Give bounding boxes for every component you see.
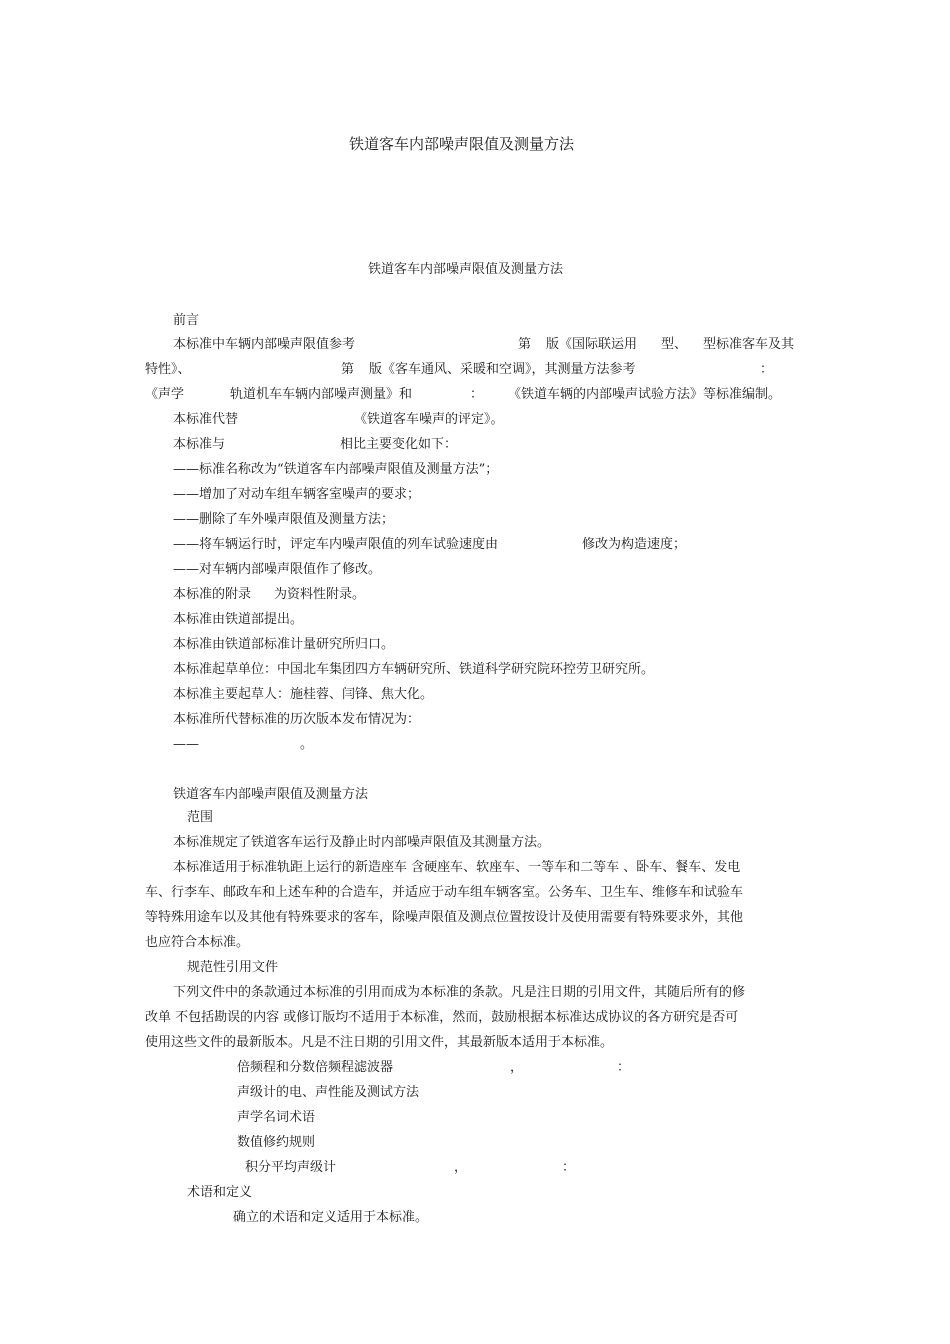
changes-intro-b: 相比主要变化如下： xyxy=(340,437,458,452)
ref-item-5-colon: ： xyxy=(562,1160,576,1175)
annex-a: 本标准的附录 xyxy=(173,587,252,602)
history-end: 。 xyxy=(300,737,314,752)
centralized-by: 本标准由铁道部标准计量研究所归口。 xyxy=(173,637,395,652)
ref-item-4: 数值修约规则 xyxy=(237,1135,316,1150)
replace-b: 《铁道客车噪声的评定》。 xyxy=(354,412,504,427)
refs-heading: 规范性引用文件 xyxy=(187,960,279,975)
body-heading: 铁道客车内部噪声限值及测量方法 xyxy=(173,787,369,802)
foreword-title: 铁道客车内部噪声限值及测量方法 xyxy=(368,262,564,277)
foreword-p1-l: ： xyxy=(470,387,484,402)
change-item-4b: 修改为构造速度； xyxy=(582,537,687,552)
replace-a: 本标准代替 xyxy=(173,412,239,427)
foreword-p1-e: 型标准客车及其 xyxy=(703,337,795,352)
foreword-p1-m: 《铁道车辆的内部噪声试验方法》等标准编制。 xyxy=(508,387,782,402)
change-item-3: ——删除了车外噪声限值及测量方法； xyxy=(173,512,395,527)
scope-p1: 本标准规定了铁道客车运行及静止时内部噪声限值及其测量方法。 xyxy=(173,835,551,850)
change-item-2: ——增加了对动车组车辆客室噪声的要求； xyxy=(173,487,421,502)
foreword-p1-a: 本标准中车辆内部噪声限值参考 xyxy=(173,337,356,352)
refs-p-line2: 改单 不包括勘误的内容 或修订版均不适用于本标准，然而，鼓励根据本标准达成协议的各方研究是否可 xyxy=(145,1010,739,1025)
scope-p2-line1: 本标准适用于标准轨距上运行的新造座车 含硬座车、软座车、一等车和二等车 、卧车、餐车、发电 xyxy=(173,860,741,875)
foreword-p1-c: 版《国际联运用 xyxy=(546,337,638,352)
ref-item-2: 声级计的电、声性能及测试方法 xyxy=(237,1085,420,1100)
terms-heading: 术语和定义 xyxy=(187,1185,253,1200)
change-item-4a: ——将车辆运行时，评定车内噪声限值的列车试验速度由 xyxy=(173,537,499,552)
scope-p2-line3: 等特殊用途车以及其他有特殊要求的客车，除噪声限值及测点位置按设计及使用需要有特殊要求外，其他 xyxy=(145,910,744,925)
history: 本标准所代替标准的历次版本发布情况为： xyxy=(173,712,421,727)
refs-p-line1: 下列文件中的条款通过本标准的引用而成为本标准的条款。凡是注日期的引用文件，其随后所有的修 xyxy=(173,985,746,1000)
change-item-1: ——标准名称改为“铁道客车内部噪声限值及测量方法”； xyxy=(173,462,499,477)
foreword-p1-d: 型、 xyxy=(661,337,688,352)
ref-item-3: 声学名词术语 xyxy=(237,1110,316,1125)
document-title: 铁道客车内部噪声限值及测量方法 xyxy=(349,135,575,153)
terms-p: 确立的术语和定义适用于本标准。 xyxy=(233,1210,429,1225)
scope-p2-line2: 车、行李车、邮政车和上述车种的合造车，并适应于动车组车辆客室。公务车、卫生车、维修车和试验车 xyxy=(145,885,744,900)
change-item-5: ——对车辆内部噪声限值作了修改。 xyxy=(173,562,382,577)
foreword-p1-k: 轨道机车车辆内部噪声测量》和 xyxy=(230,387,413,402)
changes-intro-a: 本标准与 xyxy=(173,437,226,452)
ref-item-1-colon: ： xyxy=(617,1060,631,1075)
ref-item-1: 倍频程和分数倍频程滤波器 xyxy=(237,1060,394,1075)
foreword-p1-h: 版《客车通风、采暖和空调》，其测量方法参考 xyxy=(369,362,636,377)
scope-heading: 范围 xyxy=(187,810,214,825)
scope-p2-line4: 也应符合本标准。 xyxy=(145,935,250,950)
history-dash: —— xyxy=(173,737,199,752)
foreword-heading: 前言 xyxy=(173,313,200,328)
ref-item-5: 积分平均声级计 xyxy=(245,1160,337,1175)
ref-item-5-comma: ， xyxy=(454,1160,468,1175)
foreword-p1-g: 第 xyxy=(341,362,355,377)
foreword-p1-i: ： xyxy=(760,362,774,377)
ref-item-1-comma: ， xyxy=(510,1060,524,1075)
proposed-by: 本标准由铁道部提出。 xyxy=(173,612,304,627)
annex-b: 为资料性附录。 xyxy=(274,587,366,602)
foreword-p1-j: 《声学 xyxy=(145,387,185,402)
drafters: 本标准主要起草人：施桂蓉、闫锋、焦大化。 xyxy=(173,687,434,702)
drafting-units: 本标准起草单位：中国北车集团四方车辆研究所、铁道科学研究院环控劳卫研究所。 xyxy=(173,662,655,677)
foreword-p1-b: 第 xyxy=(518,337,532,352)
refs-p-line3: 使用这些文件的最新版本。凡是不注日期的引用文件，其最新版本适用于本标准。 xyxy=(145,1035,614,1050)
foreword-p1-f: 特性》、 xyxy=(145,362,191,377)
